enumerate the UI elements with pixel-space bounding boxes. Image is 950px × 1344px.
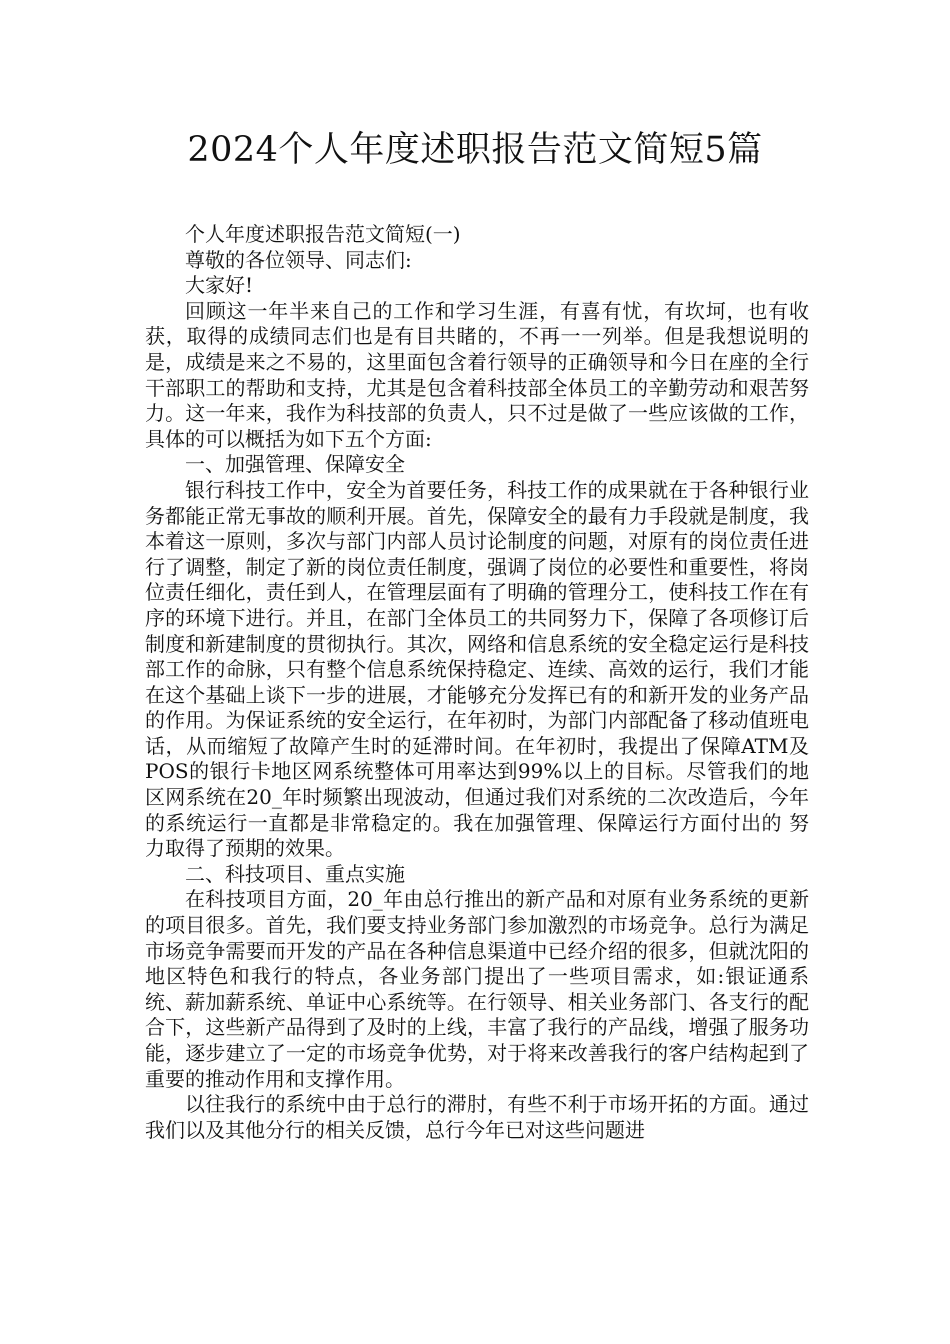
document-title: 2024个人年度述职报告范文简短5篇 <box>187 130 763 170</box>
section-heading: 一、加强管理、保障安全 <box>185 452 405 477</box>
subtitle-heading: 个人年度述职报告范文简短(一) <box>185 222 461 246</box>
body-paragraph: 回顾这一年半来自己的工作和学习生涯，有喜有忧，有坎坷，也有收获，取得的成绩同志们也是有目共睹的，不再一一列举。但是我想说明的是，成绩是来之不易的，这里面包含着行领导的正确领导和今日在座的全行干部职工的帮助和支持，尤其是包含着科技部全体员工的辛勤劳动和艰苦努力。这一年来，我作为科技部的负责人，只不过是做了一些应该做的工作，具体的可以概括为如下五个方面: <box>145 298 809 451</box>
body-paragraph: 以往我行的系统中由于总行的滞肘，有些不利于市场开拓的方面。通过我们以及其他分行的相关反馈，总行今年已对这些问题进 <box>145 1092 809 1142</box>
body-paragraph: 银行科技工作中，安全为首要任务，科技工作的成果就在于各种银行业务都能正常无事故的顺利开展。首先，保障安全的最有力手段就是制度，我本着这一原则，多次与部门内部人员讨论制度的问题，对原有的岗位责任进行了调整，制定了新的岗位责任制度，强调了岗位的必要性和重要性，将岗位责任细化，责任到人，在管理层面有了明确的管理分工，使科技工作在有序的环境下进行。并且，在部门全体员工的共同努力下，保障了各项修订后制度和新建制度的贯彻执行。其次，网络和信息系统的安全稳定运行是科技部工作的命脉，只有整个信息系统保持稳定、连续、高效的运行，我们才能在这个基础上谈下一步的进展，才能够充分发挥已有的和新开发的业务产品的作用。为保证系统的安全运行，在年初时，为部门内部配备了移动值班电话，从而缩短了故障产生时的延滞时间。在年初时，我提出了保障ATM及POS的银行卡地区网系统整体可用率达到99%以上的目标。尽管我们的地区网系统在20_年时频繁出现波动，但通过我们对系统的二次改造后，今年的系统运行一直都是非常稳定的。我在加强管理、保障运行方面付出的 努力取得了预期的效果。 <box>145 477 809 861</box>
document-body <box>145 222 809 1143</box>
section-heading: 二、科技项目、重点实施 <box>185 861 405 886</box>
salutation: 尊敬的各位领导、同志们: <box>185 247 412 272</box>
greeting: 大家好! <box>185 273 254 298</box>
body-paragraph: 在科技项目方面，20_年由总行推出的新产品和对原有业务系统的更新的项目很多。首先，我们要支持业务部门参加激烈的市场竞争。总行为满足市场竞争需要而开发的产品在各种信息渠道中已经介绍的很多，但就沈阳的地区特色和我行的特点，各业务部门提出了一些项目需求，如:银证通系统、薪加薪系统、单证中心系统等。在行领导、相关业务部门、各支行的配合下，这些新产品得到了及时的上线，丰富了我行的产品线，增强了服务功能，逐步建立了一定的市场竞争优势，对于将来改善我行的客户结构起到了重要的推动作用和支撑作用。 <box>145 887 809 1091</box>
